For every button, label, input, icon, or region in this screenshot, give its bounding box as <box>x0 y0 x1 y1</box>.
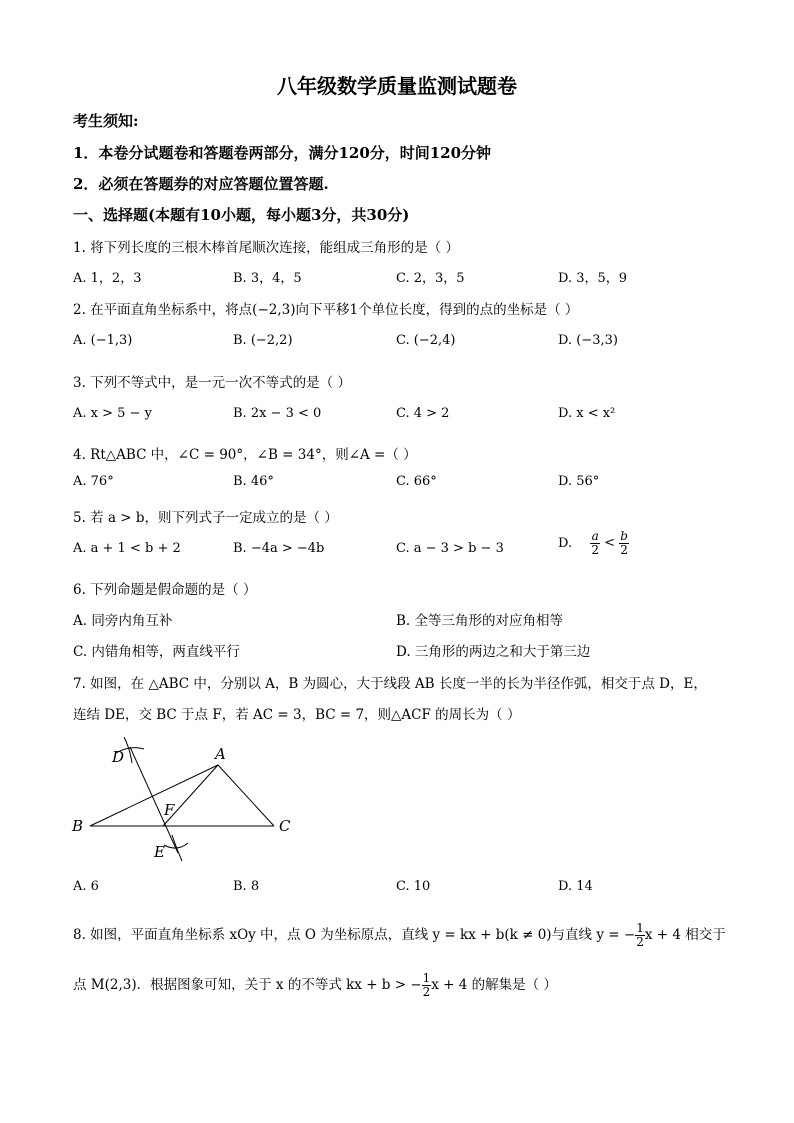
q6-option-b: B. 全等三角形的对应角相等 <box>396 613 564 629</box>
question-5-stem: 5. 若 a > b，则下列式子一定成立的是（ ） <box>73 510 338 526</box>
section-heading: 一、选择题(本题有10小题，每小题3分，共30分) <box>73 206 410 224</box>
q5-d-frac-a: $\frac{a}{2}$ <box>591 529 600 557</box>
q7-figure <box>60 735 310 865</box>
q1-option-c: C. 2，3，5 <box>396 271 465 286</box>
q3-option-a: A. x > 5 − y <box>73 406 152 421</box>
label-b: B <box>72 817 84 835</box>
q5-option-b: B. −4a > −4b <box>233 541 325 556</box>
q5-option-d: D. $\frac{a}{2}$ < $\frac{b}{2}$ <box>558 529 628 557</box>
question-6-stem: 6. 下列命题是假命题的是（ ） <box>73 582 257 598</box>
q3-option-d: D. x < x² <box>558 406 616 421</box>
question-8-stem: 8. 如图，平面直角坐标系 xOy 中，点 O 为坐标原点，直线 y = kx + b(k ≠ 0)与直线 y = − $\frac{1}{2}$ x + 4 相交于 <box>73 921 726 949</box>
q8-frac-2: $\frac{1}{2}$ <box>422 971 431 999</box>
q1-option-b: B. 3，4，5 <box>233 271 302 286</box>
notice-label: 考生须知: <box>73 112 139 130</box>
q6-option-a: A. 同旁内角互补 <box>73 613 173 629</box>
q7-option-d: D. 14 <box>558 879 593 894</box>
q5-option-d-label: D. <box>558 535 573 551</box>
q6-option-d: D. 三角形的两边之和大于第三边 <box>396 644 591 660</box>
label-e: E <box>154 843 165 861</box>
q4-option-d: D. 56° <box>558 474 600 489</box>
q6-option-c: C. 内错角相等，两直线平行 <box>73 644 240 660</box>
page-title: 八年级数学质量监测试题卷 <box>277 74 517 98</box>
segment-ab <box>90 765 218 826</box>
q4-option-c: C. 66° <box>396 474 437 489</box>
label-c: C <box>279 817 291 835</box>
q4-option-b: B. 46° <box>233 474 274 489</box>
q3-option-c: C. 4 > 2 <box>396 406 450 421</box>
q1-option-d: D. 3，5，9 <box>558 271 628 286</box>
question-7-stem: 7. 如图，在 △ABC 中，分别以 A，B 为圆心，大于线段 AB 长度一半的长为半径作弧，相交于点 D，E， <box>73 676 707 692</box>
label-d: D <box>112 748 125 766</box>
question-1-stem: 1. 将下列长度的三根木棒首尾顺次连接，能组成三角形的是（ ） <box>73 240 459 256</box>
question-4-stem: 4. Rt△ABC 中，∠C = 90°，∠B = 34°，则∠A =（ ） <box>73 447 417 463</box>
segment-ac <box>218 765 274 826</box>
label-a: A <box>215 745 226 763</box>
q8-frac-1: $\frac{1}{2}$ <box>636 921 644 949</box>
q2-option-d: D. (−3,3) <box>558 333 618 348</box>
q5-option-c: C. a − 3 > b − 3 <box>396 541 504 556</box>
q2-option-b: B. (−2,2) <box>233 333 293 348</box>
q5-option-a: A. a + 1 < b + 2 <box>73 541 181 556</box>
q7-option-b: B. 8 <box>233 879 260 894</box>
label-f: F <box>164 801 175 819</box>
q2-option-c: C. (−2,4) <box>396 333 456 348</box>
notice-1: 1．本卷分试题卷和答题卷两部分，满分120分，时间120分钟 <box>73 144 492 162</box>
q3-option-b: B. 2x − 3 < 0 <box>233 406 322 421</box>
notice-2: 2．必须在答题券的对应答题位置答题. <box>73 175 329 193</box>
q4-option-a: A. 76° <box>73 474 114 489</box>
q2-option-a: A. (−1,3) <box>73 333 133 348</box>
question-8-stem-line2: 点 M(2,3)．根据图象可知，关于 x 的不等式 kx + b > − $\frac{1}{2}$ x + 4 的解集是（ ） <box>73 971 557 999</box>
q5-d-frac-b: $\frac{b}{2}$ <box>620 529 628 557</box>
q1-option-a: A. 1，2，3 <box>73 271 142 286</box>
question-2-stem: 2. 在平面直角坐标系中，将点(−2,3)向下平移1个单位长度，得到的点的坐标是（ ） <box>73 302 579 318</box>
q7-option-c: C. 10 <box>396 879 431 894</box>
question-3-stem: 3. 下列不等式中，是一元一次不等式的是（ ） <box>73 375 351 391</box>
line-de <box>130 747 178 853</box>
question-7-stem-line2: 连结 DE，交 BC 于点 F，若 AC = 3，BC = 7，则△ACF 的周长为（ ） <box>73 707 521 723</box>
arc-d-2 <box>124 737 132 763</box>
q7-option-a: A. 6 <box>73 879 99 894</box>
